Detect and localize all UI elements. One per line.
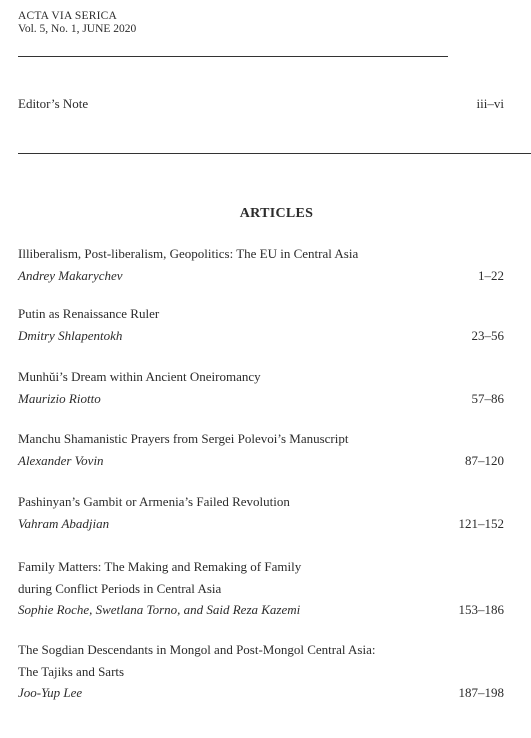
journal-name: ACTA VIA SERICA [18,10,117,22]
article-title: Manchu Shamanistic Prayers from Sergei Polevoi’s Manuscript [18,431,349,446]
article-authors: Vahram Abadjian [18,515,110,531]
article-title: Illiberalism, Post-liberalism, Geopolitics: The EU in Central Asia [18,246,359,261]
article-entry[interactable] [18,556,504,621]
article-pages: 57–86 [471,390,504,406]
front-matter-pages: iii–vi [476,96,504,111]
article-title-continued: The Tajiks and Sarts [18,663,125,679]
article-title-continued: during Conflict Periods in Central Asia [18,580,222,596]
article-pages: 153–186 [458,602,504,617]
section-divider [18,153,531,154]
section-title: ARTICLES [239,206,314,221]
article-entry[interactable] [18,366,504,409]
article-entry[interactable] [18,428,504,471]
article-title: The Sogdian Descendants in Mongol and Post-Mongol Central Asia: [18,642,376,657]
article-title: Munhŭi’s Dream within Ancient Oneiromancy [18,369,261,384]
front-matter-label: Editor’s Note [18,96,89,111]
article-authors: Alexander Vovin [18,452,104,468]
top-divider [18,56,448,57]
article-entry[interactable] [18,639,504,704]
article-entry[interactable] [18,243,504,286]
journal-issue-info: Vol. 5, No. 1, JUNE 2020 [18,23,137,35]
article-title: Pashinyan’s Gambit or Armenia’s Failed Revolution [18,494,290,509]
article-title: Putin as Renaissance Ruler [18,306,160,321]
article-authors: Maurizio Riotto [18,390,101,406]
article-authors: Dmitry Shlapentokh [18,327,123,343]
article-pages: 1–22 [478,267,504,283]
article-authors: Joo-Yup Lee [18,685,83,700]
article-title: Family Matters: The Making and Remaking of Family [18,559,302,574]
article-pages: 87–120 [465,452,504,468]
article-entry[interactable] [18,303,504,346]
article-pages: 187–198 [458,685,504,700]
article-authors: Sophie Roche, Swetlana Torno, and Said Reza Kazemi [18,602,301,617]
article-pages: 23–56 [471,327,504,343]
article-authors: Andrey Makarychev [18,267,123,283]
article-pages: 121–152 [458,515,504,531]
article-entry[interactable] [18,491,504,534]
front-matter-row[interactable] [18,96,504,112]
